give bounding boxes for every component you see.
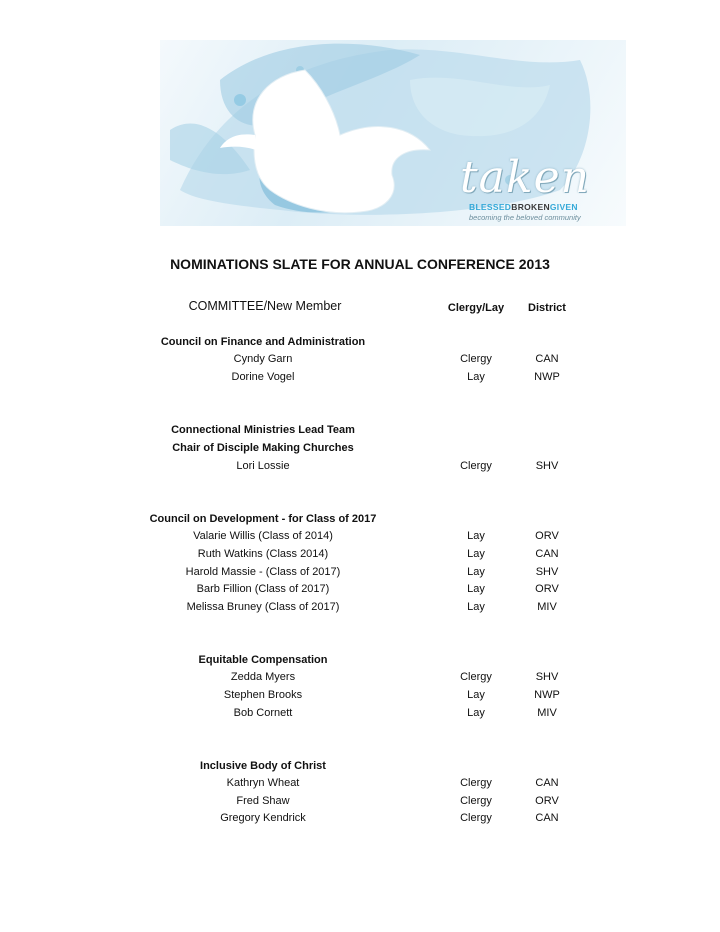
member-name: Cyndy Garn	[233, 353, 293, 365]
column-header-district: District	[528, 302, 566, 314]
member-type: Clergy	[460, 671, 492, 683]
document-title: NOMINATIONS SLATE FOR ANNUAL CONFERENCE 2013	[170, 256, 550, 272]
member-district: SHV	[535, 566, 559, 578]
section-heading: Inclusive Body of Christ	[200, 760, 326, 772]
logo-word: taken	[460, 152, 590, 203]
member-district: CAN	[535, 548, 559, 560]
member-name: Harold Massie - (Class of 2017)	[185, 566, 341, 578]
member-name: Valarie Willis (Class of 2014)	[193, 530, 333, 542]
member-type: Clergy	[460, 777, 492, 789]
member-district: ORV	[535, 530, 559, 542]
member-district: SHV	[535, 671, 559, 683]
member-name: Ruth Watkins (Class 2014)	[197, 548, 329, 560]
section-heading: Equitable Compensation	[198, 654, 328, 666]
member-type: Lay	[467, 566, 485, 578]
member-district: NWP	[534, 371, 560, 383]
member-name: Gregory Kendrick	[220, 812, 306, 824]
member-type: Lay	[467, 530, 485, 542]
member-type: Clergy	[460, 812, 492, 824]
member-district: MIV	[537, 601, 557, 613]
member-name: Zedda Myers	[230, 671, 296, 683]
member-type: Clergy	[460, 795, 492, 807]
section-subheading: Chair of Disciple Making Churches	[172, 442, 354, 454]
member-name: Lori Lossie	[236, 460, 290, 472]
member-district: ORV	[535, 583, 559, 595]
section-heading: Connectional Ministries Lead Team	[171, 424, 355, 436]
member-name: Melissa Bruney (Class of 2017)	[186, 601, 340, 613]
member-type: Lay	[467, 601, 485, 613]
member-type: Clergy	[460, 353, 492, 365]
logo-subtitle: BLESSEDBROKENGIVEN	[469, 202, 578, 212]
member-district: CAN	[535, 353, 559, 365]
column-header-clergy-lay: Clergy/Lay	[447, 302, 505, 314]
section-heading: Council on Finance and Administration	[160, 336, 366, 348]
member-district: NWP	[534, 689, 560, 701]
header-banner	[160, 40, 626, 226]
member-type: Lay	[467, 548, 485, 560]
member-district: SHV	[535, 460, 559, 472]
member-district: CAN	[535, 777, 559, 789]
member-name: Bob Cornett	[233, 707, 293, 719]
member-type: Lay	[467, 583, 485, 595]
member-name: Barb Fillion (Class of 2017)	[196, 583, 330, 595]
member-name: Fred Shaw	[236, 795, 290, 807]
column-header-committee: COMMITTEE/New Member	[188, 299, 342, 313]
section-heading: Council on Development - for Class of 2017	[149, 513, 377, 525]
member-name: Dorine Vogel	[231, 371, 295, 383]
logo-tagline: becoming the beloved community	[469, 213, 581, 222]
member-name: Kathryn Wheat	[226, 777, 300, 789]
member-district: MIV	[537, 707, 557, 719]
member-district: CAN	[535, 812, 559, 824]
member-district: ORV	[535, 795, 559, 807]
member-type: Lay	[467, 371, 485, 383]
member-type: Lay	[467, 707, 485, 719]
member-type: Lay	[467, 689, 485, 701]
member-type: Clergy	[460, 460, 492, 472]
member-name: Stephen Brooks	[223, 689, 303, 701]
